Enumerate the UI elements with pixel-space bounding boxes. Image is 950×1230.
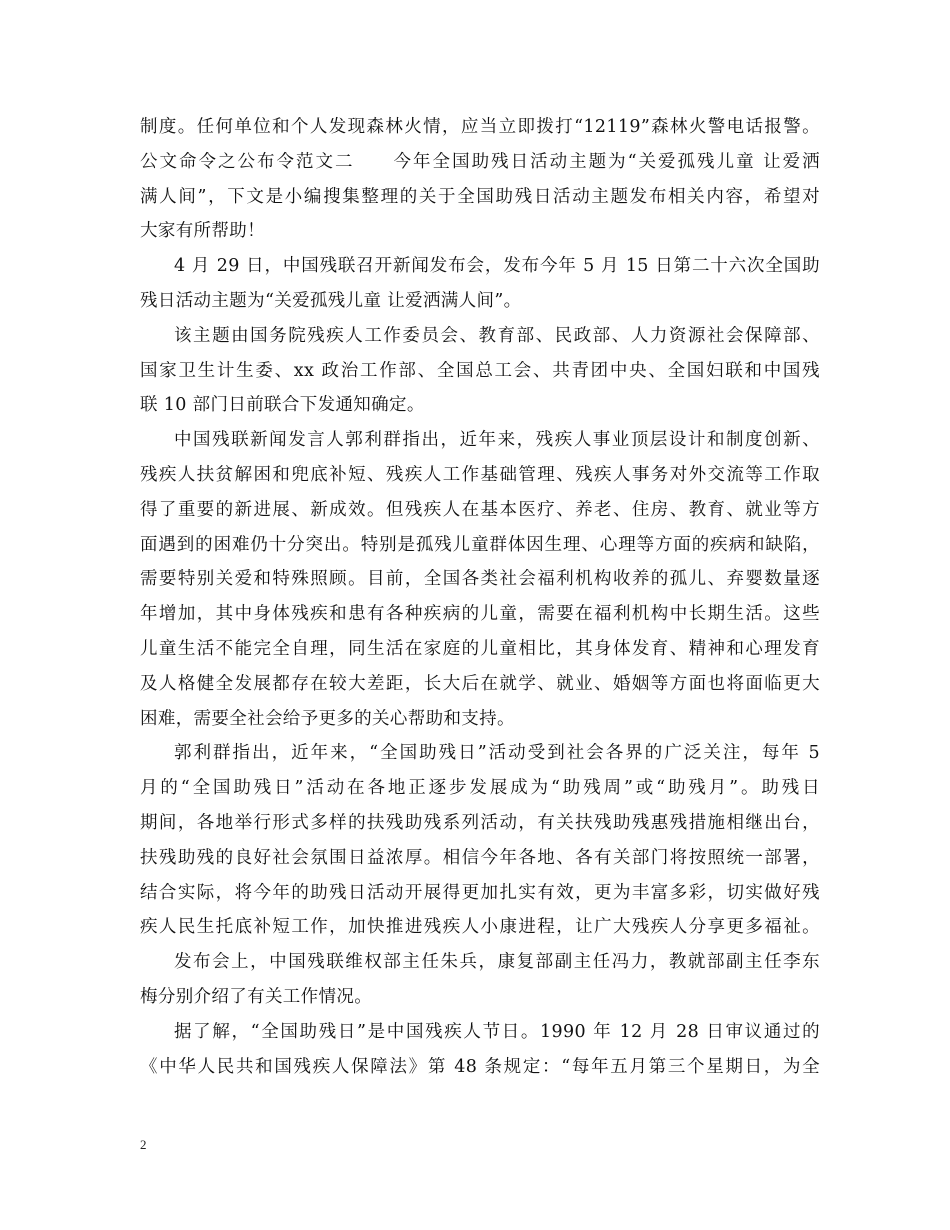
text-line: 梅分别介绍了有关工作情况。	[140, 986, 373, 1007]
text-line: 国家卫生计生委、xx 政治工作部、全国总工会、共青团中央、全国妇联和中国残	[140, 360, 820, 381]
paragraph-start-line: 郭利群指出，近年来，“全国助残日”活动受到社会各界的广泛关注，每年 5	[174, 743, 820, 764]
text-line: 疾人民生托底补短工作，加快推进残疾人小康进程，让广大残疾人分享更多福祉。	[140, 917, 820, 938]
text-line: 年增加，其中身体残疾和患有各种疾病的儿童，需要在福利机构中长期生活。这些	[140, 604, 820, 625]
paragraph-start-line: 该主题由国务院残疾人工作委员会、教育部、民政部、人力资源社会保障部、	[174, 325, 820, 346]
text-line: 困难，需要全社会给予更多的关心帮助和支持。	[140, 708, 515, 729]
paragraph-start-line: 据了解，“全国助残日”是中国残疾人节日。1990 年 12 月 28 日审议通过的	[174, 1021, 820, 1042]
text-line: 联 10 部门日前联合下发通知确定。	[140, 395, 425, 416]
text-line: 儿童生活不能完全自理，同生活在家庭的儿童相比，其身体发育、精神和心理发育	[140, 638, 820, 659]
text-line: 月的“全国助残日”活动在各地正逐步发展成为“助残周”或“助残月”。助残日	[140, 778, 820, 799]
text-line: 残疾人扶贫解困和兜底补短、残疾人工作基础管理、残疾人事务对外交流等工作取	[140, 464, 820, 485]
text-line: 满人间”，下文是小编搜集整理的关于全国助残日活动主题发布相关内容，希望对	[140, 186, 820, 207]
paragraph-start-line: 发布会上，中国残联维权部主任朱兵，康复部副主任冯力，教就部副主任李东	[174, 952, 820, 973]
text-line: 面遇到的困难仍十分突出。特别是孤残儿童群体因生理、心理等方面的疾病和缺陷，	[140, 534, 820, 555]
text-line: 扶残助残的良好社会氛围日益浓厚。相信今年各地、各有关部门将按照统一部署，	[140, 847, 820, 868]
text-line: 期间，各地举行形式多样的扶残助残系列活动，有关扶残助残惠残措施相继出台，	[140, 812, 820, 833]
page-number: 2	[140, 1137, 147, 1152]
text-line: 需要特别关爱和特殊照顾。目前，全国各类社会福利机构收养的孤儿、弃婴数量逐	[140, 569, 820, 590]
text-line: 及人格健全发展都存在较大差距，长大后在就学、就业、婚姻等方面也将面临更大	[140, 673, 820, 694]
text-line: 《中华人民共和国残疾人保障法》第 48 条规定：“每年五月第三个星期日，为全	[140, 1056, 820, 1077]
paragraph-start-line: 4 月 29 日，中国残联召开新闻发布会，发布今年 5 月 15 日第二十六次全国助	[174, 256, 820, 277]
text-line: 结合实际，将今年的助残日活动开展得更加扎实有效，更为丰富多彩，切实做好残	[140, 882, 820, 903]
document-body	[140, 110, 820, 1084]
text-line: 制度。任何单位和个人发现森林火情，应当立即拨打“12119”森林火警电话报警。	[140, 117, 820, 137]
text-line: 残日活动主题为“关爱孤残儿童 让爱洒满人间”。	[140, 290, 522, 311]
paragraph-start-line: 中国残联新闻发言人郭利群指出，近年来，残疾人事业顶层设计和制度创新、	[174, 430, 820, 451]
text-line: 大家有所帮助！	[140, 221, 265, 242]
text-line: 得了重要的新进展、新成效。但残疾人在基本医疗、养老、住房、教育、就业等方	[140, 499, 820, 520]
text-line: 公文命令之公布令范文二 今年全国助残日活动主题为“关爱孤残儿童 让爱洒	[140, 151, 820, 172]
